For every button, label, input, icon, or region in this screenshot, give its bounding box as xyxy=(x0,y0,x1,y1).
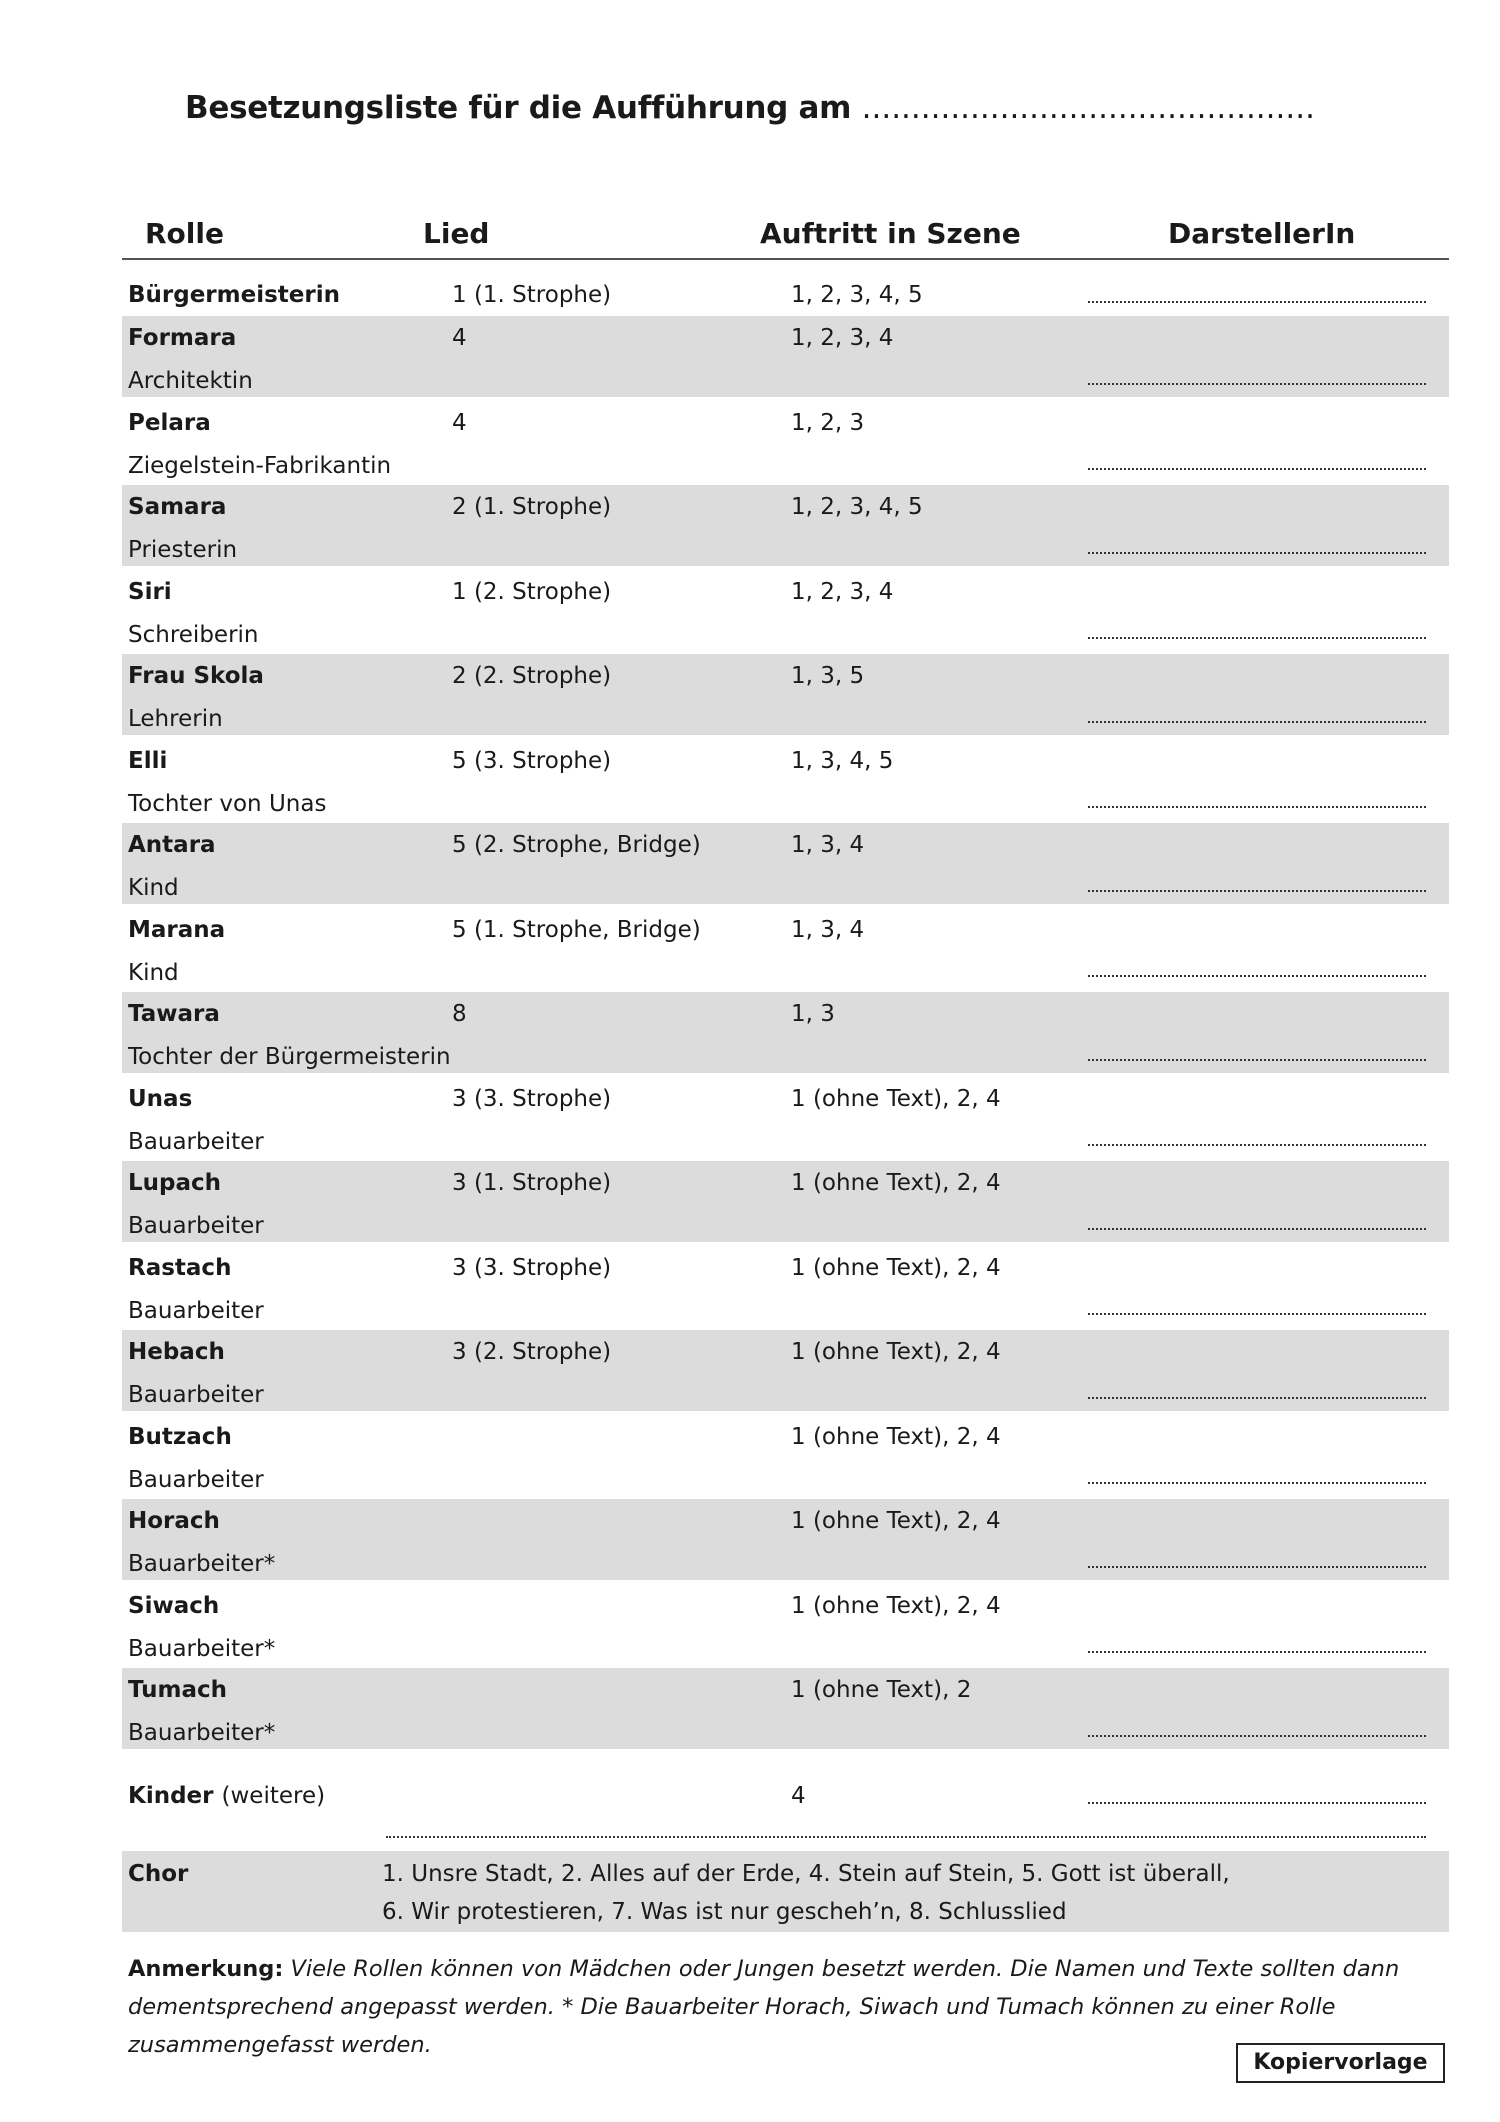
role-name xyxy=(128,1782,325,1810)
role-lied: 3 (3. Strophe) xyxy=(452,1254,612,1281)
table-row-kinder xyxy=(122,1774,1449,1817)
title-text: Besetzungsliste für die Aufführung am xyxy=(185,90,852,126)
kinder-suffix: (weitere) xyxy=(221,1783,326,1809)
role-szene: 1 (ohne Text), 2, 4 xyxy=(791,1085,1001,1112)
table-row xyxy=(122,1077,1449,1158)
role-szene: 1 (ohne Text), 2, 4 xyxy=(791,1339,1001,1365)
chor-songs-line-2: 6. Wir protestieren, 7. Was ist nur gescheh’n, 8. Schlusslied xyxy=(382,1899,1067,1925)
role-szene: 1 (ohne Text), 2, 4 xyxy=(791,1508,1001,1534)
table-row xyxy=(122,316,1449,397)
role-szene: 1, 3, 4 xyxy=(791,916,865,943)
role-name: Formara xyxy=(128,325,237,351)
role-szene: 1 (ohne Text), 2, 4 xyxy=(791,1254,1001,1281)
kinder-extra-blank-line xyxy=(386,1836,1426,1838)
table-row xyxy=(122,739,1449,820)
role-szene: 1, 2, 3, 4 xyxy=(791,325,894,351)
role-name: Samara xyxy=(128,494,227,520)
darsteller-blank-line xyxy=(1088,1313,1426,1315)
darsteller-blank-line xyxy=(1088,1566,1426,1568)
role-lied: 8 xyxy=(452,1001,467,1027)
role-name: Siwach xyxy=(128,1592,220,1619)
kinder-name: Kinder xyxy=(128,1783,214,1809)
darsteller-blank-line xyxy=(1088,1144,1426,1146)
table-row xyxy=(122,273,1449,316)
role-name: Horach xyxy=(128,1508,220,1534)
role-name: Lupach xyxy=(128,1170,222,1196)
darsteller-blank-line xyxy=(1088,1228,1426,1230)
role-description: Priesterin xyxy=(128,537,238,563)
darsteller-blank-line xyxy=(1088,383,1426,385)
darsteller-blank-line xyxy=(1088,468,1426,470)
role-lied: 3 (2. Strophe) xyxy=(452,1339,612,1365)
chor-songs-line-1: 1. Unsre Stadt, 2. Alles auf der Erde, 4. Stein auf Stein, 5. Gott ist überall, xyxy=(382,1861,1230,1887)
role-szene: 1 (ohne Text), 2, 4 xyxy=(791,1592,1001,1619)
role-szene: 1, 3, 5 xyxy=(791,663,865,689)
darsteller-blank-line xyxy=(1088,1482,1426,1484)
role-lied: 2 (1. Strophe) xyxy=(452,494,612,520)
darsteller-blank-line xyxy=(1088,975,1426,977)
role-lied: 4 xyxy=(452,409,467,436)
table-row xyxy=(122,1330,1449,1411)
role-lied: 4 xyxy=(452,325,467,351)
role-lied: 3 (3. Strophe) xyxy=(452,1085,612,1112)
table-row xyxy=(122,1415,1449,1496)
role-description: Bauarbeiter xyxy=(128,1382,264,1408)
darsteller-blank-line xyxy=(1088,806,1426,808)
title-date-blank: .............................................. xyxy=(861,90,1315,126)
darsteller-blank-line xyxy=(1088,1802,1426,1804)
table-row xyxy=(122,485,1449,566)
role-description: Schreiberin xyxy=(128,621,259,648)
role-description: Tochter der Bürgermeisterin xyxy=(128,1044,451,1070)
darsteller-blank-line xyxy=(1088,1397,1426,1399)
table-row xyxy=(122,1246,1449,1327)
role-name: Siri xyxy=(128,578,172,605)
table-row xyxy=(122,992,1449,1073)
role-lied: 1 (2. Strophe) xyxy=(452,578,612,605)
column-header-rolle: Rolle xyxy=(145,217,224,250)
table-row xyxy=(122,401,1449,482)
role-szene: 1, 3 xyxy=(791,1001,835,1027)
darsteller-blank-line xyxy=(1088,721,1426,723)
role-description: Kind xyxy=(128,959,179,986)
role-lied: 5 (3. Strophe) xyxy=(452,747,612,774)
role-name: Marana xyxy=(128,916,226,943)
table-row xyxy=(122,908,1449,989)
role-name: Pelara xyxy=(128,409,211,436)
role-lied: 3 (1. Strophe) xyxy=(452,1170,612,1196)
darsteller-blank-line xyxy=(1088,890,1426,892)
column-header-lied: Lied xyxy=(423,217,490,250)
role-name: Elli xyxy=(128,747,168,774)
table-row xyxy=(122,1161,1449,1242)
darsteller-blank-line xyxy=(1088,301,1426,303)
role-name: Hebach xyxy=(128,1339,225,1365)
role-szene: 4 xyxy=(791,1783,806,1809)
role-szene: 1, 2, 3, 4, 5 xyxy=(791,494,923,520)
role-description: Kind xyxy=(128,875,179,901)
role-description: Bauarbeiter* xyxy=(128,1551,276,1577)
table-row xyxy=(122,823,1449,904)
note-text: Viele Rollen können von Mädchen oder Jungen besetzt werden. Die Namen und Texte sollten dann dementsprechend angepasst werden. * Die Bauarbeiter Horach, Siwach und Tumach können zu einer Rolle zusammengefasst werden. xyxy=(128,1956,1400,2058)
role-description: Bauarbeiter xyxy=(128,1213,264,1239)
column-header-szene: Auftritt in Szene xyxy=(760,217,1021,250)
role-description: Bauarbeiter xyxy=(128,1297,264,1324)
role-lied: 2 (2. Strophe) xyxy=(452,663,612,689)
table-row xyxy=(122,1499,1449,1580)
role-name: Antara xyxy=(128,832,216,858)
role-lied: 1 (1. Strophe) xyxy=(452,282,612,308)
role-description: Bauarbeiter xyxy=(128,1466,264,1493)
role-name: Tawara xyxy=(128,1001,220,1027)
table-row xyxy=(122,1584,1449,1665)
role-szene: 1, 2, 3 xyxy=(791,409,865,436)
role-name: Rastach xyxy=(128,1254,232,1281)
role-szene: 1 (ohne Text), 2 xyxy=(791,1677,972,1703)
role-lied: 5 (2. Strophe, Bridge) xyxy=(452,832,701,858)
role-szene: 1, 3, 4, 5 xyxy=(791,747,894,774)
darsteller-blank-line xyxy=(1088,1735,1426,1737)
role-description: Architektin xyxy=(128,368,253,394)
table-row xyxy=(122,1668,1449,1749)
darsteller-blank-line xyxy=(1088,552,1426,554)
role-description: Bauarbeiter* xyxy=(128,1720,276,1746)
role-name: Butzach xyxy=(128,1423,232,1450)
role-name: Bürgermeisterin xyxy=(128,282,340,308)
role-description: Ziegelstein-Fabrikantin xyxy=(128,452,392,479)
note-label: Anmerkung: xyxy=(128,1956,284,1982)
kopiervorlage-box: Kopiervorlage xyxy=(1236,2043,1445,2083)
role-name: Unas xyxy=(128,1085,193,1112)
header-rule xyxy=(122,258,1449,260)
role-description: Bauarbeiter* xyxy=(128,1635,276,1662)
page-title xyxy=(0,90,1500,126)
role-description: Bauarbeiter xyxy=(128,1128,264,1155)
table-row xyxy=(122,654,1449,735)
role-lied: 5 (1. Strophe, Bridge) xyxy=(452,916,701,943)
table-row xyxy=(122,570,1449,651)
role-name: Tumach xyxy=(128,1677,228,1703)
role-szene: 1 (ohne Text), 2, 4 xyxy=(791,1423,1001,1450)
chor-label: Chor xyxy=(128,1861,189,1887)
role-szene: 1, 3, 4 xyxy=(791,832,865,858)
darsteller-blank-line xyxy=(1088,637,1426,639)
role-szene: 1 (ohne Text), 2, 4 xyxy=(791,1170,1001,1196)
role-description: Lehrerin xyxy=(128,706,223,732)
role-description: Tochter von Unas xyxy=(128,790,327,817)
darsteller-blank-line xyxy=(1088,1651,1426,1653)
darsteller-blank-line xyxy=(1088,1059,1426,1061)
chor-row xyxy=(122,1851,1449,1932)
role-szene: 1, 2, 3, 4 xyxy=(791,578,894,605)
role-name: Frau Skola xyxy=(128,663,264,689)
column-header-darsteller: DarstellerIn xyxy=(1168,217,1356,250)
role-szene: 1, 2, 3, 4, 5 xyxy=(791,282,923,308)
